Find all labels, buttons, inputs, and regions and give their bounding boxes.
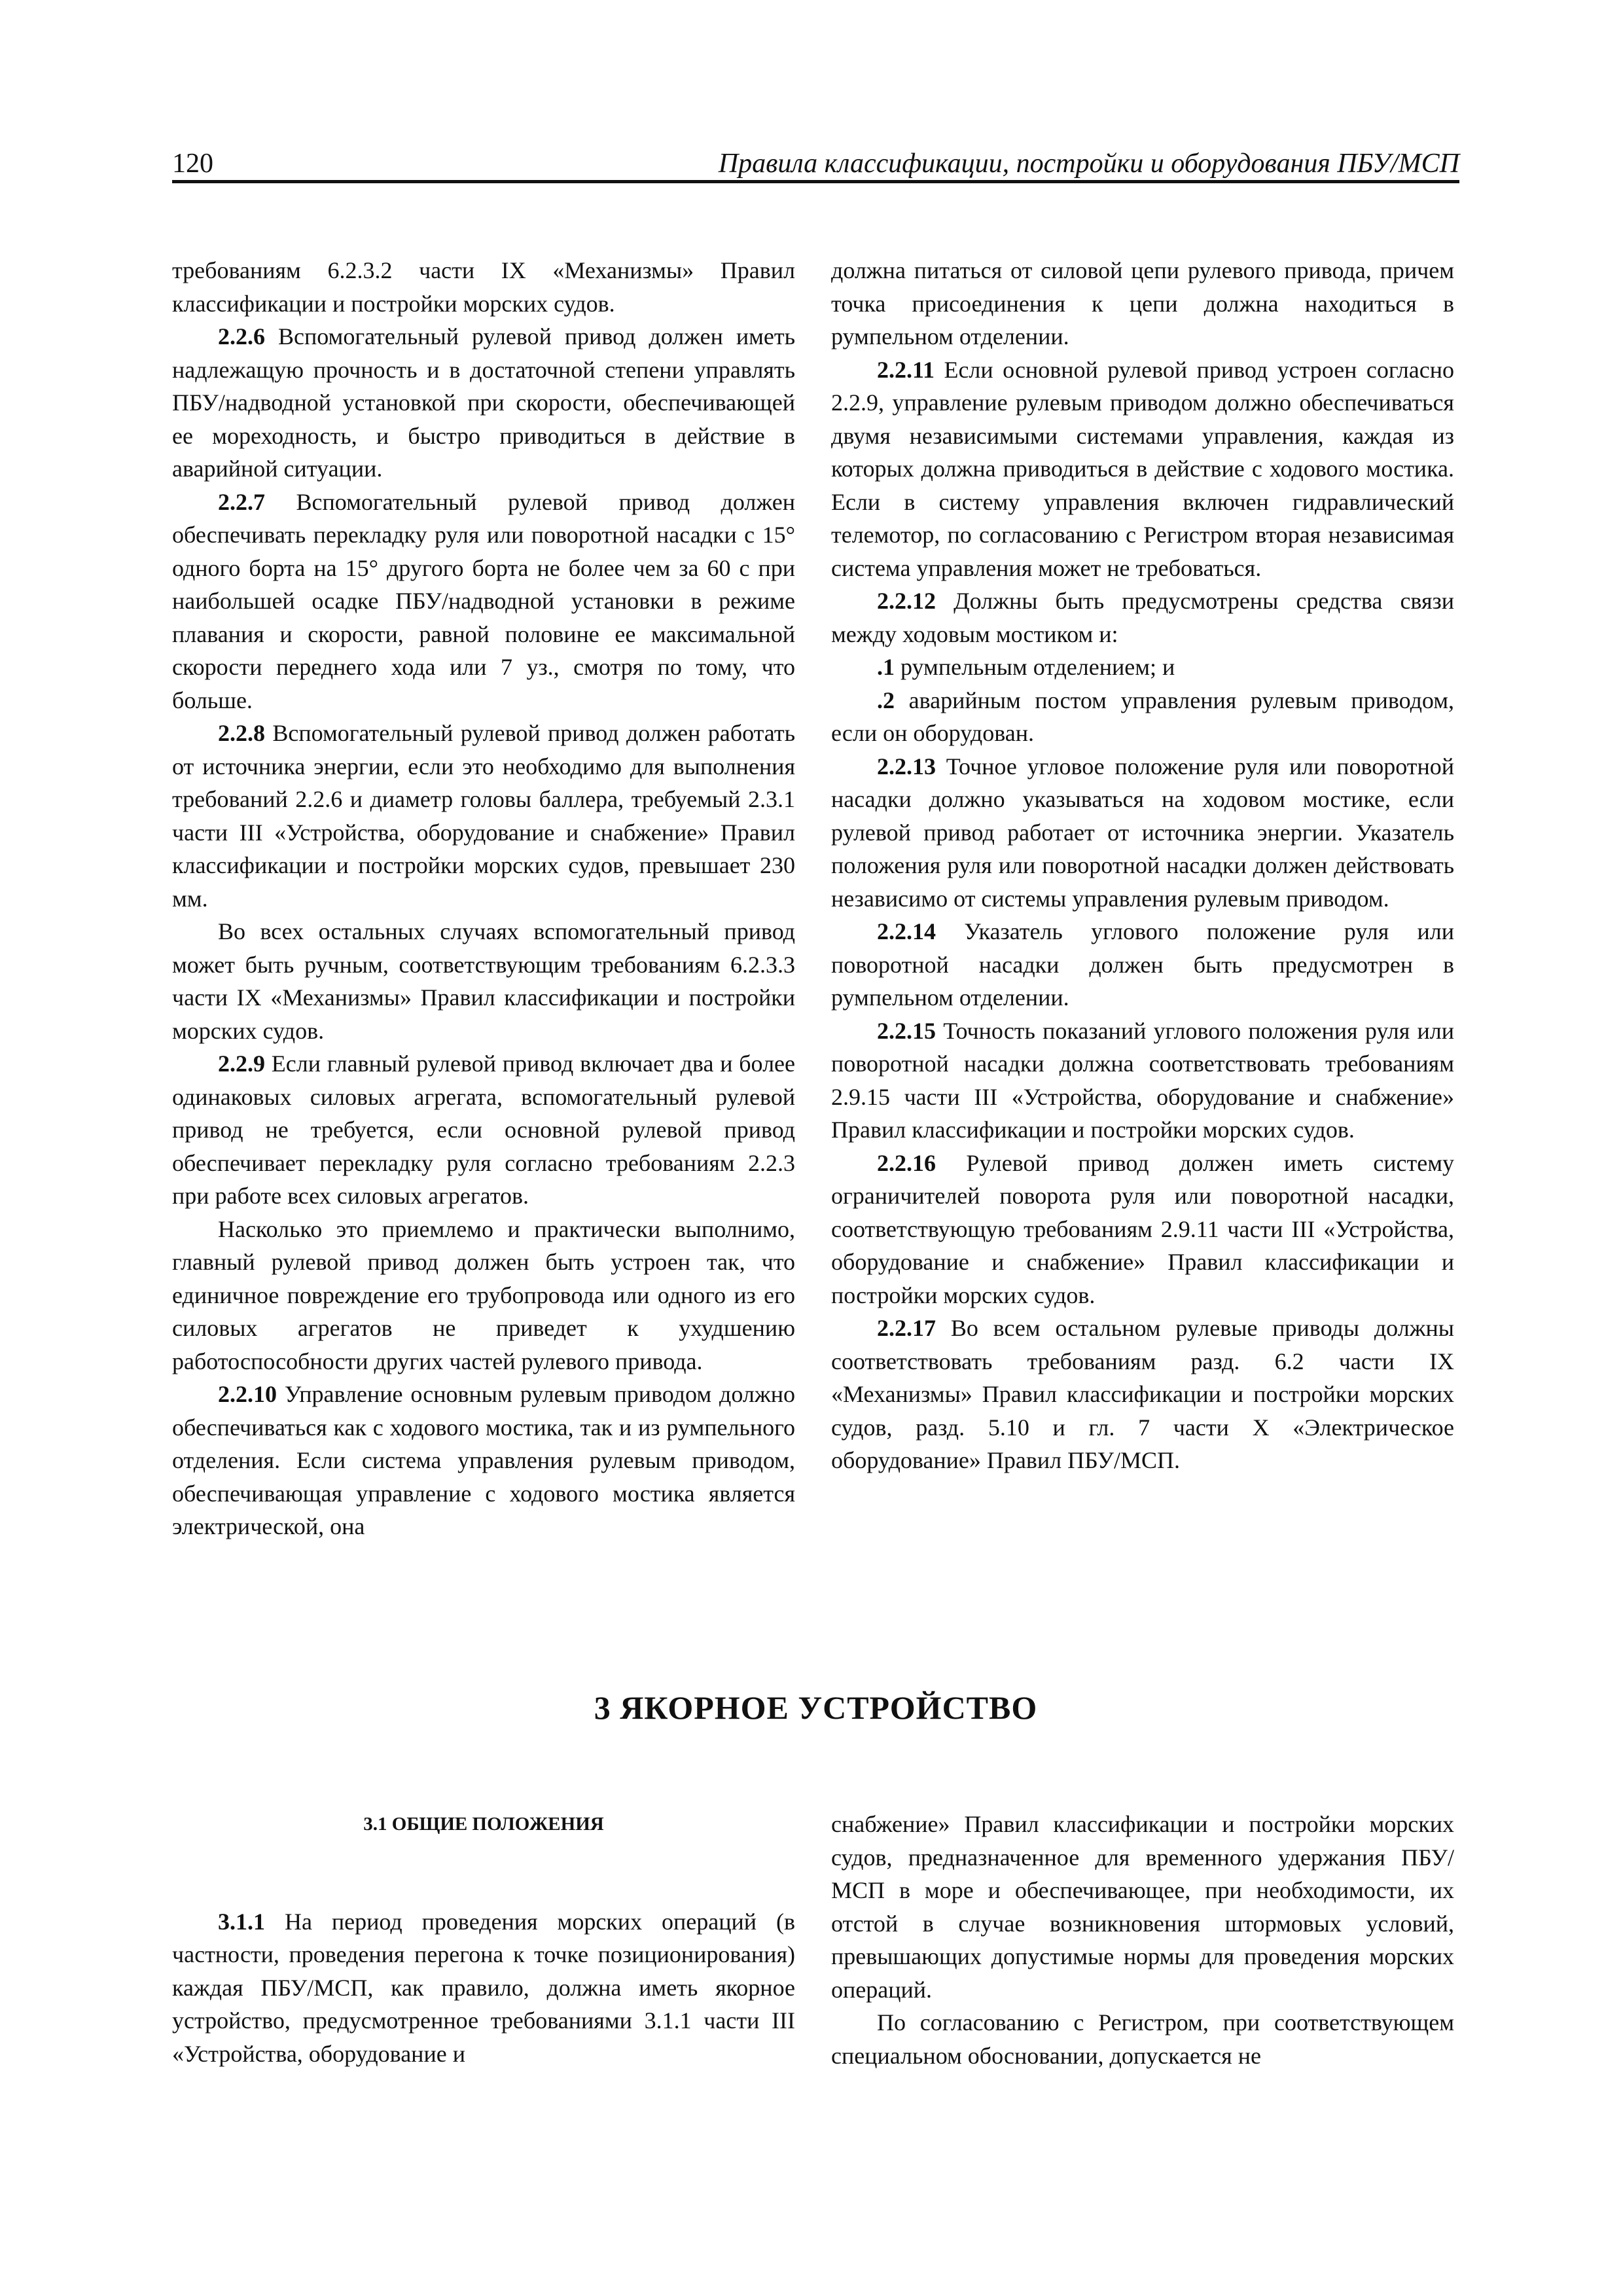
paragraph-text: Управление основным рулевым приводом должно обеспечиваться как с ходового мостика, так и из румпельного отделения. Если система управления рулевым приводом, обеспечивающая управление с ходового мостика является электрической, она xyxy=(172,1381,795,1539)
paragraph-text: Во всех остальных случаях вспомогательный привод может быть ручным, соответствующим требованиям 6.2.3.3 части IX «Механизмы» Правил классификации и постройки морских судов. xyxy=(172,918,795,1044)
paragraph xyxy=(831,584,1454,651)
header-rule xyxy=(172,180,1459,183)
clause-number: 2.2.13 xyxy=(877,753,936,780)
paragraph xyxy=(172,1213,795,1378)
clause-number: 2.2.6 xyxy=(218,323,265,350)
text-column-left-top xyxy=(172,254,795,1543)
clause-number: 2.2.7 xyxy=(218,488,265,515)
paragraph-text: Точное угловое положение руля или поворотной насадки должно указываться на ходовом мостике, если рулевой привод работает от источника энергии. Указатель положения руля или поворотной насадки должен действовать независимо от системы управления рулевым приводом. xyxy=(831,753,1454,912)
paragraph xyxy=(172,915,795,1047)
list-number: .2 xyxy=(877,687,895,713)
paragraph xyxy=(831,353,1454,585)
running-title: Правила классификации, постройки и оборудования ПБУ/МСП xyxy=(718,149,1459,179)
paragraph xyxy=(172,486,795,717)
list-number: .1 xyxy=(877,654,895,680)
paragraph xyxy=(831,1808,1454,2006)
paragraph-text: Рулевой привод должен иметь систему ограничителей поворота руля или поворотной насадки, соответствующую требованиям 2.9.11 части III «Устройства, оборудование и снабжение» Правил классификации и постройки морских судов. xyxy=(831,1149,1454,1308)
paragraph xyxy=(831,1014,1454,1147)
paragraph-text: должна питаться от силовой цепи рулевого привода, причем точка присоединения к цепи должна находиться в румпельном отделении. xyxy=(831,257,1454,350)
paragraph-text: Должны быть предусмотрены средства связи между ходовым мостиком и: xyxy=(831,588,1454,647)
chapter-title: 3 ЯКОРНОЕ УСТРОЙСТВО xyxy=(594,1689,1038,1726)
clause-number: 2.2.17 xyxy=(877,1315,936,1341)
list-item xyxy=(831,684,1454,750)
list-item xyxy=(831,651,1454,684)
paragraph xyxy=(831,254,1454,353)
paragraph-text: требованиям 6.2.3.2 части IX «Механизмы» Правил классификации и постройки морских судов. xyxy=(172,257,795,317)
page-header xyxy=(172,137,1459,183)
paragraph xyxy=(172,1047,795,1213)
clause-number: 2.2.15 xyxy=(877,1017,936,1044)
text-column-right-bottom xyxy=(831,1808,1454,2072)
paragraph-text: По согласованию с Регистром, при соответствующем специальном обосновании, допускается не xyxy=(831,2009,1454,2069)
paragraph xyxy=(831,750,1454,916)
page-number: 120 xyxy=(172,149,213,179)
paragraph xyxy=(831,1147,1454,1312)
paragraph-text: Вспомогательный рулевой привод должен обеспечивать перекладку руля или поворотной насадки с 15° одного борта на 15° другого борта не более чем за 60 с при наибольшей осадке ПБУ/надводной установки в режиме плавания и скорости, равной половине ее максимальной скорости переднего хода или 7 уз., смотря по тому, что больше. xyxy=(172,488,795,713)
clause-number: 2.2.9 xyxy=(218,1050,265,1077)
paragraph-text: Точность показаний углового положения руля или поворотной насадки должна соответствовать требованиям 2.9.15 части III «Устройства, оборудование и снабжение» Правил классификации и постройки морских судов. xyxy=(831,1017,1454,1143)
paragraph-text: Во всем остальном рулевые приводы должны соответствовать требованиям разд. 6.2 части IX «Механизмы» Правил классификации и постройки морских судов, разд. 5.10 и гл. 7 части X «Электрическое оборудование» Правил ПБУ/МСП. xyxy=(831,1315,1454,1473)
paragraph xyxy=(172,1905,795,2071)
paragraph xyxy=(172,254,795,320)
clause-number: 2.2.8 xyxy=(218,720,265,746)
paragraph xyxy=(831,915,1454,1014)
paragraph-text: Насколько это приемлемо и практически выполнимо, главный рулевой привод должен быть устроен так, что единичное повреждение его трубопровода или одного из его силовых агрегатов не приведет к ухудшению работоспособности других частей рулевого привода. xyxy=(172,1215,795,1374)
clause-number: 2.2.12 xyxy=(877,588,936,614)
paragraph-text: Если главный рулевой привод включает два и более одинаковых силовых агрегата, вспомогательный рулевой привод не требуется, если основной рулевой привод обеспечивает перекладку руля согласно требованиям 2.2.3 при работе всех силовых агрегатов. xyxy=(172,1050,795,1209)
text-column-right-top xyxy=(831,254,1454,1477)
paragraph xyxy=(172,717,795,915)
text-column-left-bottom xyxy=(172,1808,795,2070)
clause-number: 2.2.14 xyxy=(877,918,936,944)
paragraph-text: Указатель углового положение руля или поворотной насадки должен быть предусмотрен в румпельном отделении. xyxy=(831,918,1454,1011)
list-item-text: румпельным отделением; и xyxy=(895,654,1175,680)
clause-number: 2.2.16 xyxy=(877,1149,936,1176)
clause-number: 2.2.10 xyxy=(218,1381,277,1407)
list-item-text: аварийным постом управления рулевым приводом, если он оборудован. xyxy=(831,687,1454,746)
section-title: 3.1 ОБЩИЕ ПОЛОЖЕНИЯ xyxy=(363,1814,604,1835)
paragraph xyxy=(831,1312,1454,1477)
paragraph-text: Если основной рулевой привод устроен согласно 2.2.9, управление рулевым приводом должно обеспечиваться двумя независимыми системами управления, каждая из которых должна приводиться в действие с ходового мостика. Если в систему управления включен гидравлический телемотор, по согласованию с Регистром вторая независимая система управления может не требоваться. xyxy=(831,356,1454,581)
paragraph xyxy=(172,1378,795,1543)
paragraph-text: Вспомогательный рулевой привод должен работать от источника энергии, если это необходимо для выполнения требований 2.2.6 и диаметр головы баллера, требуемый 2.3.1 части III «Устройства, оборудование и снабжение» Правил классификации и постройки морских судов, превышает 230 мм. xyxy=(172,720,795,912)
paragraph-text: снабжение» Правил классификации и постройки морских судов, предназначенное для временного удержания ПБУ/МСП в море и обеспечивающее, при необходимости, их отстой в случае возникновения штормовых условий, превышающих допустимые нормы для проведения морских операций. xyxy=(831,1811,1454,2003)
paragraph-text: На период проведения морских операций (в частности, проведения перегона к точке позиционирования) каждая ПБУ/МСП, как правило, должна иметь якорное устройство, предусмотренное требованиями 3.1.1 части III «Устройства, оборудование и xyxy=(172,1908,795,2067)
paragraph xyxy=(831,2006,1454,2072)
paragraph xyxy=(172,320,795,486)
clause-number: 3.1.1 xyxy=(218,1908,265,1935)
clause-number: 2.2.11 xyxy=(877,356,935,383)
paragraph-text: Вспомогательный рулевой привод должен иметь надлежащую прочность и в достаточной степени управлять ПБУ/надводной установкой при скорости, обеспечивающей ее мореходность, и быстро приводиться в действие в аварийной ситуации. xyxy=(172,323,795,482)
